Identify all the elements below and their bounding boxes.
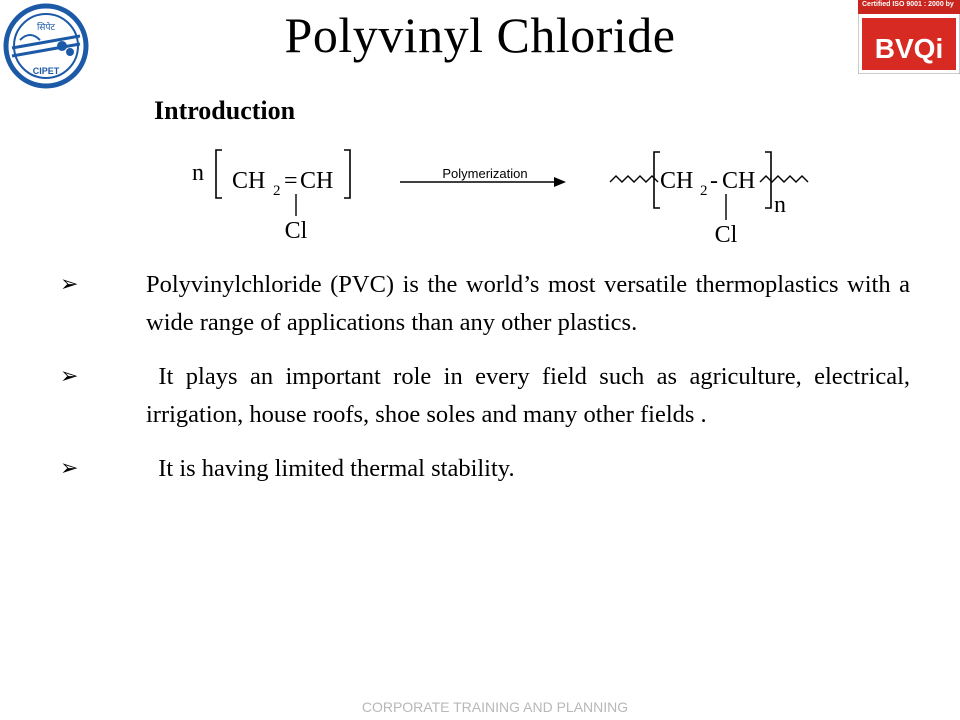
svg-text:Cl: Cl [714, 222, 738, 248]
arrow-bullet-icon: ➢ [60, 364, 79, 389]
svg-text:CIPET: CIPET [32, 66, 60, 76]
svg-text:Cl: Cl [284, 218, 308, 244]
svg-text:n: n [774, 192, 786, 218]
svg-text:CH: CH [660, 168, 694, 194]
svg-text:CH: CH [722, 168, 756, 194]
bullet-text: It plays an important role in every field such as agriculture, electrical, irrigation, house roofs, shoe soles and many other fields . [146, 363, 917, 428]
footer-text: CORPORATE TRAINING AND PLANNING [361, 699, 629, 715]
svg-text:2: 2 [700, 183, 708, 199]
svg-text:CH: CH [300, 168, 334, 194]
svg-text:Polymerization: Polymerization [442, 166, 528, 181]
section-heading: Introduction [154, 96, 296, 125]
bullet-item [60, 450, 910, 488]
certification-label: Certified ISO 9001 : 2000 by [862, 1, 954, 8]
polymerization-arrow [400, 166, 566, 187]
svg-text:2: 2 [273, 183, 281, 199]
svg-text:BVQi: BVQi [874, 33, 944, 64]
monomer-structure [192, 150, 350, 244]
arrow-bullet-icon: ➢ [60, 456, 79, 481]
bullet-item [60, 358, 917, 434]
polymerization-reaction-diagram [190, 142, 830, 252]
bullet-list [60, 266, 917, 504]
svg-text:=: = [284, 168, 298, 194]
bullet-item [60, 266, 910, 342]
arrow-bullet-icon: ➢ [60, 272, 79, 297]
svg-text:CH: CH [232, 168, 266, 194]
svg-text:n: n [192, 160, 204, 186]
bullet-text: It is having limited thermal stability. [146, 455, 515, 482]
slide-title: Polyvinyl Chloride [284, 7, 676, 63]
svg-text:सिपेट: सिपेट [36, 23, 56, 33]
polymer-structure [610, 152, 808, 248]
svg-text:-: - [710, 168, 718, 194]
bullet-text: Polyvinylchloride (PVC) is the world’s most versatile thermoplastics with a wide range of applications than any other plastics. [146, 271, 910, 336]
